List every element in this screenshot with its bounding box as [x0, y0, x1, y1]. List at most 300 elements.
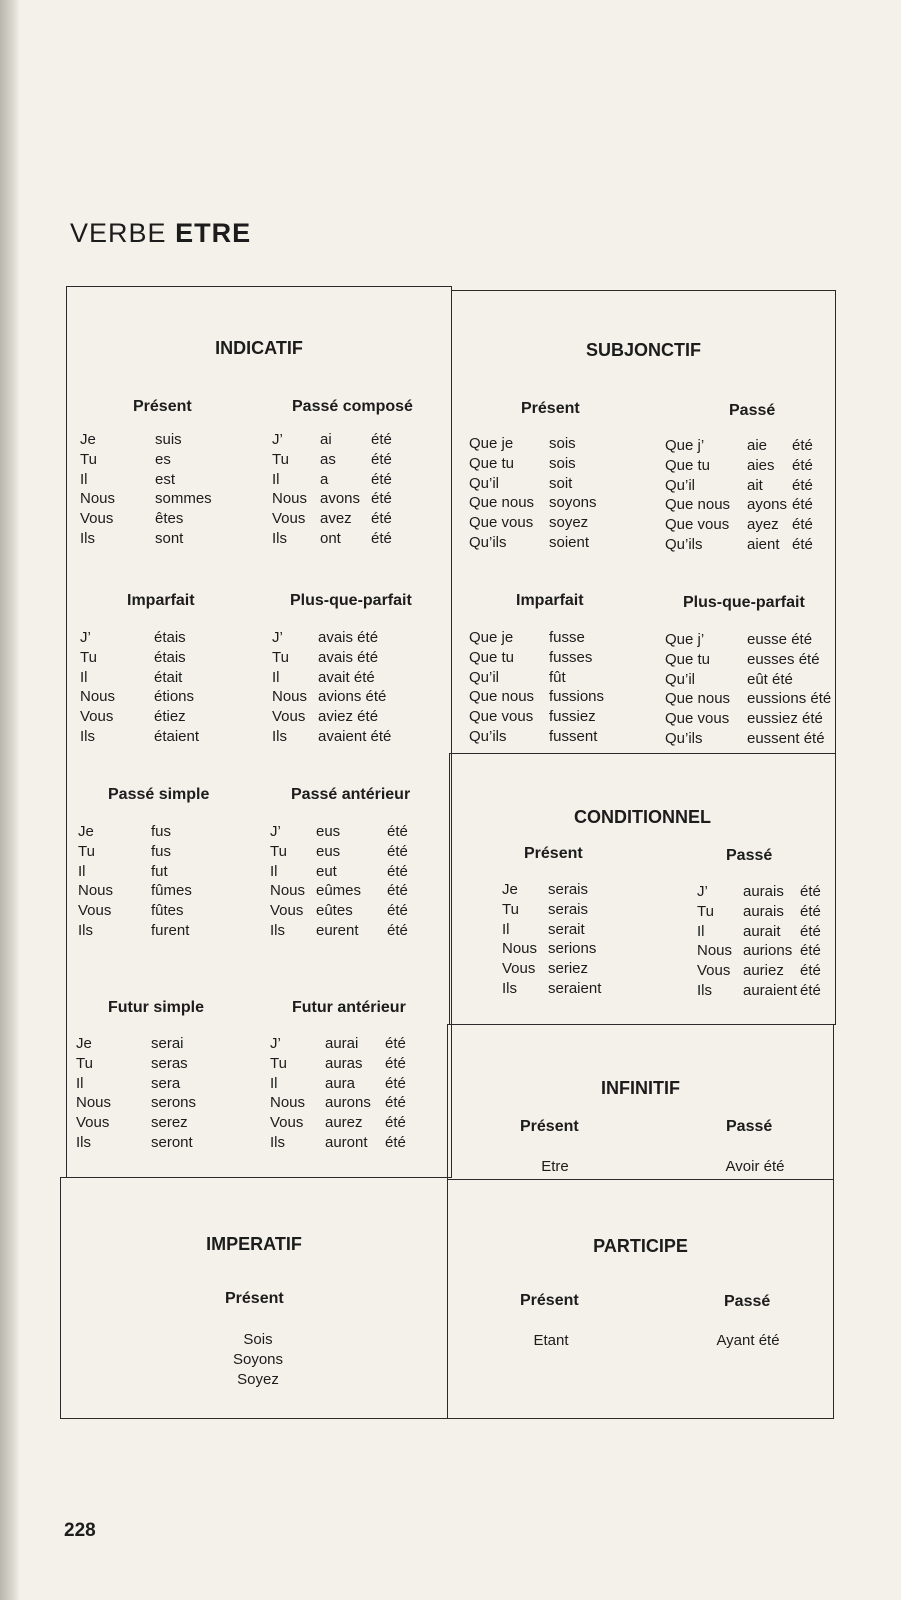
- verb-form: serai: [151, 1035, 184, 1052]
- verb-form: es: [155, 450, 171, 468]
- verb-form: fussions: [549, 688, 605, 706]
- pronoun: Ils: [270, 921, 285, 939]
- verb-form: été: [371, 510, 392, 528]
- conjugation-row: [502, 880, 601, 900]
- verb-form: aurais: [743, 902, 784, 920]
- pronoun: Je: [80, 431, 96, 448]
- conjugation-row: [270, 1054, 406, 1074]
- verb-form: été: [800, 883, 821, 900]
- pronoun: Nous: [502, 940, 538, 958]
- pronoun: Je: [502, 881, 518, 898]
- verb-form: eus: [316, 823, 341, 840]
- pronoun: Il: [270, 1074, 278, 1092]
- indicatif-passe-compose-title: Passé composé: [292, 398, 413, 415]
- indicatif-imparfait-rows: [80, 628, 199, 747]
- pronoun: Nous: [80, 688, 116, 706]
- pronoun: Nous: [76, 1094, 112, 1112]
- pronoun: Tu: [80, 648, 97, 666]
- pronoun: Que tu: [665, 456, 711, 474]
- indicatif-passe-compose-rows: [272, 430, 392, 549]
- verb-form: ayons: [747, 496, 788, 514]
- verb-form: été: [371, 431, 392, 448]
- verb-form: aurait: [743, 922, 781, 940]
- pronoun: Ils: [697, 981, 712, 999]
- verb-form: aurions: [743, 942, 793, 960]
- conjugation-row: [270, 1113, 406, 1133]
- verb-form: été: [792, 516, 813, 534]
- verb-form: fûmes: [151, 882, 192, 900]
- verb-form: fût: [549, 668, 566, 686]
- conjugation-row: [502, 900, 601, 920]
- conjugation-row: [272, 529, 392, 549]
- pronoun: Vous: [78, 902, 112, 920]
- infinitif-heading: INFINITIF: [601, 1078, 680, 1098]
- indicatif-futur-simple-title: Futur simple: [108, 999, 205, 1016]
- conjugation-row: [80, 687, 199, 707]
- subjonctif-plus-que-parfait-rows: [665, 630, 831, 749]
- infinitif-passe-title: Passé: [726, 1118, 773, 1135]
- pronoun: Qu’ils: [665, 535, 703, 553]
- pronoun: Qu’il: [469, 668, 500, 686]
- infinitif-box: [447, 1024, 834, 1180]
- verb-form: serions: [548, 940, 597, 958]
- verb-form: été: [792, 535, 813, 553]
- conjugation-row: [502, 979, 601, 999]
- verb-form: avions été: [318, 688, 387, 706]
- pronoun: Il: [80, 668, 88, 686]
- verb-form: eussiez été: [747, 710, 823, 728]
- pronoun: J’: [272, 431, 283, 448]
- pronoun: Ils: [80, 727, 95, 745]
- subjonctif-passe-rows: [665, 436, 813, 555]
- pronoun: Que je: [469, 435, 514, 452]
- verb-form: eussent été: [747, 729, 825, 747]
- pronoun: Qu’ils: [665, 729, 703, 747]
- pronoun: Tu: [76, 1054, 93, 1072]
- conjugation-row: [697, 882, 821, 902]
- pronoun: Nous: [270, 1094, 306, 1112]
- imperatif-value: Soyons: [232, 1351, 284, 1368]
- participe-box: [447, 1179, 834, 1419]
- pronoun: Ils: [272, 529, 287, 547]
- verb-form: auriez: [743, 962, 784, 980]
- conjugation-row: [76, 1093, 196, 1113]
- imperatif-value: Soyez: [237, 1371, 279, 1388]
- verb-form: aurons: [325, 1094, 371, 1112]
- verb-form: été: [800, 902, 821, 920]
- pronoun: Tu: [270, 1054, 287, 1072]
- indicatif-passe-simple-title: Passé simple: [108, 786, 210, 803]
- indicatif-present-rows: [80, 430, 212, 549]
- verb-form: avez: [320, 510, 352, 528]
- verb-form: étiez: [154, 708, 186, 726]
- verb-form: soient: [549, 533, 590, 551]
- verb-form: soyez: [549, 514, 589, 532]
- conjugation-row: [697, 981, 821, 1001]
- verb-form: étais: [154, 629, 186, 646]
- conjugation-row: [697, 941, 821, 961]
- verb-form: avaient été: [318, 727, 392, 745]
- conditionnel-passe-title: Passé: [726, 847, 773, 864]
- verb-form: serez: [151, 1114, 188, 1132]
- pronoun: Qu’ils: [469, 533, 507, 551]
- page-title: [70, 218, 251, 249]
- pronoun: Que vous: [469, 514, 534, 532]
- pronoun: Ils: [80, 529, 95, 547]
- indicatif-futur-simple-rows: [76, 1034, 196, 1153]
- conjugation-row: [665, 630, 831, 650]
- verb-form: sois: [549, 454, 576, 472]
- verb-form: été: [387, 823, 408, 840]
- conjugation-row: [469, 707, 604, 727]
- verb-form: seraient: [548, 979, 602, 997]
- pronoun: Il: [78, 862, 86, 880]
- subjonctif-present-rows: [469, 434, 597, 553]
- imperatif-heading: IMPERATIF: [206, 1234, 302, 1254]
- participe-present-title: Présent: [520, 1292, 579, 1309]
- verb-form: été: [800, 922, 821, 940]
- verb-form: été: [387, 921, 408, 939]
- pronoun: Nous: [697, 942, 733, 960]
- conjugation-row: [469, 513, 597, 533]
- conjugation-row: [270, 862, 408, 882]
- pronoun: Vous: [76, 1114, 110, 1132]
- verb-form: aies: [747, 456, 775, 474]
- indicatif-present-title: Présent: [133, 398, 192, 415]
- verb-form: seront: [151, 1133, 193, 1151]
- verb-form: serons: [151, 1094, 197, 1112]
- pronoun: Que nous: [665, 690, 731, 708]
- pronoun: Que nous: [665, 496, 731, 514]
- conjugation-row: [272, 628, 391, 648]
- verb-form: été: [371, 529, 392, 547]
- conjugation-row: [80, 529, 212, 549]
- infinitif-present-title: Présent: [520, 1118, 579, 1135]
- conjugation-row: [502, 920, 601, 940]
- pronoun: Vous: [272, 510, 306, 528]
- verb-form: sont: [155, 529, 184, 547]
- verb-form: été: [387, 902, 408, 920]
- pronoun: Il: [697, 922, 705, 940]
- pronoun: Il: [80, 470, 88, 488]
- indicatif-plus-que-parfait-title: Plus-que-parfait: [290, 592, 412, 609]
- participe-passe-title: Passé: [724, 1293, 771, 1310]
- verb-form: eûmes: [316, 882, 362, 900]
- pronoun: Il: [272, 668, 280, 686]
- conjugation-row: [469, 668, 604, 688]
- conjugation-row: [697, 961, 821, 981]
- pronoun: Qu’il: [469, 474, 500, 492]
- pronoun: Que nous: [469, 688, 535, 706]
- pronoun: Tu: [80, 450, 97, 468]
- verb-form: auront: [325, 1133, 368, 1151]
- conjugation-row: [469, 434, 597, 454]
- verb-form: sois: [549, 435, 576, 452]
- conjugation-row: [272, 648, 391, 668]
- indicatif-passe-simple-rows: [78, 822, 192, 941]
- conjugation-row: [80, 628, 199, 648]
- verb-form: eûtes: [316, 902, 353, 920]
- verb-form: aviez été: [318, 708, 379, 726]
- conjugation-row: [80, 509, 212, 529]
- pronoun: Je: [78, 823, 94, 840]
- verb-form: eut: [316, 862, 337, 880]
- pronoun: Que j’: [665, 437, 705, 454]
- conjugation-row: [78, 881, 192, 901]
- verb-form: fut: [151, 862, 168, 880]
- book-spine-shadow: [0, 0, 20, 1600]
- verb-form: fusses: [549, 648, 593, 666]
- conjugation-row: [665, 670, 831, 690]
- conditionnel-present-rows: [502, 880, 601, 999]
- conjugation-row: [80, 450, 212, 470]
- pronoun: Qu’il: [665, 476, 696, 494]
- participe-passe-value: Ayant été: [716, 1332, 780, 1349]
- verb-form: étaient: [154, 727, 200, 745]
- verb-form: été: [385, 1094, 406, 1112]
- verb-form: a: [320, 470, 329, 488]
- conjugation-row: [272, 668, 391, 688]
- pronoun: Je: [76, 1035, 92, 1052]
- verb-form: été: [371, 470, 392, 488]
- verb-form: serais: [548, 900, 589, 918]
- pronoun: Que nous: [469, 494, 535, 512]
- conditionnel-passe-rows: [697, 882, 821, 1001]
- pronoun: J’: [270, 823, 281, 840]
- verb-form: avait été: [318, 668, 375, 686]
- conjugation-row: [270, 881, 408, 901]
- pronoun: Ils: [270, 1133, 285, 1151]
- conjugation-row: [78, 822, 192, 842]
- verb-form: ai: [320, 431, 332, 448]
- conjugation-row: [665, 476, 813, 496]
- conjugation-row: [80, 727, 199, 747]
- conjugation-row: [80, 707, 199, 727]
- conjugation-row: [665, 495, 813, 515]
- verb-form: eussions été: [747, 690, 832, 708]
- pronoun: Vous: [502, 960, 536, 978]
- verb-form: été: [387, 882, 408, 900]
- conjugation-row: [76, 1034, 196, 1054]
- verb-form: seras: [151, 1054, 188, 1072]
- conjugation-row: [469, 493, 597, 513]
- verb-form: suis: [155, 431, 182, 448]
- page-number: 228: [64, 1520, 96, 1541]
- pronoun: Il: [270, 862, 278, 880]
- conjugation-row: [80, 648, 199, 668]
- verb-form: auras: [325, 1054, 363, 1072]
- pronoun: Qu’il: [665, 670, 696, 688]
- conditionnel-present-title: Présent: [524, 845, 583, 862]
- pronoun: Nous: [80, 490, 116, 508]
- verb-form: fussent: [549, 727, 598, 745]
- imperatif-present-values: [198, 1330, 318, 1390]
- subjonctif-present-title: Présent: [521, 400, 580, 417]
- conjugation-row: [469, 687, 604, 707]
- pronoun: Tu: [78, 842, 95, 860]
- conjugation-row: [272, 687, 391, 707]
- conjugation-row: [270, 1093, 406, 1113]
- pronoun: Vous: [272, 708, 306, 726]
- verb-form: eus: [316, 842, 341, 860]
- pronoun: Vous: [80, 708, 114, 726]
- conjugation-row: [469, 454, 597, 474]
- pronoun: Que vous: [665, 516, 730, 534]
- verb-form: été: [792, 476, 813, 494]
- pronoun: Tu: [270, 842, 287, 860]
- verb-form: était: [154, 668, 183, 686]
- conjugation-row: [270, 822, 408, 842]
- conjugation-row: [502, 959, 601, 979]
- participe-present-value: Etant: [533, 1332, 569, 1349]
- verb-form: soit: [549, 474, 573, 492]
- indicatif-plus-que-parfait-rows: [272, 628, 391, 747]
- conjugation-row: [272, 509, 392, 529]
- verb-form: ont: [320, 529, 341, 547]
- conjugation-row: [78, 921, 192, 941]
- pronoun: Vous: [270, 902, 304, 920]
- verb-form: fusse: [549, 629, 585, 646]
- infinitif-present-value: Etre: [541, 1158, 569, 1175]
- conjugation-row: [469, 533, 597, 553]
- pronoun: Ils: [502, 979, 517, 997]
- verb-form: été: [800, 962, 821, 980]
- pronoun: Que je: [469, 629, 514, 646]
- conjugation-row: [270, 1133, 406, 1153]
- pronoun: Que j’: [665, 631, 705, 648]
- subjonctif-imparfait-title: Imparfait: [516, 592, 584, 609]
- pronoun: Que vous: [469, 708, 534, 726]
- conjugation-row: [76, 1133, 196, 1153]
- pronoun: Nous: [272, 688, 308, 706]
- conjugation-row: [469, 474, 597, 494]
- verb-form: avais été: [318, 629, 379, 646]
- verb-form: étais: [154, 648, 186, 666]
- conjugation-row: [270, 1034, 406, 1054]
- verb-form: as: [320, 450, 336, 468]
- verb-form: été: [792, 437, 813, 454]
- pronoun: Il: [76, 1074, 84, 1092]
- title-prefix: VERBE: [70, 218, 167, 248]
- verb-form: avons: [320, 490, 361, 508]
- pronoun: Tu: [272, 648, 289, 666]
- pronoun: Que vous: [665, 710, 730, 728]
- conjugation-row: [272, 430, 392, 450]
- conjugation-row: [272, 707, 391, 727]
- pronoun: Il: [502, 920, 510, 938]
- pronoun: J’: [272, 629, 283, 646]
- subjonctif-imparfait-rows: [469, 628, 604, 747]
- conjugation-row: [272, 470, 392, 490]
- verb-form: furent: [151, 921, 190, 939]
- verb-form: été: [800, 981, 821, 999]
- verb-form: ait: [747, 476, 763, 494]
- pronoun: Vous: [697, 962, 731, 980]
- indicatif-passe-anterieur-title: Passé antérieur: [291, 786, 411, 803]
- verb-form: aurais: [743, 883, 784, 900]
- verb-form: été: [385, 1035, 406, 1052]
- subjonctif-heading: SUBJONCTIF: [585, 340, 701, 360]
- verb-form: aient: [747, 535, 780, 553]
- verb-form: été: [385, 1133, 406, 1151]
- conjugation-row: [665, 729, 831, 749]
- verb-form: ayez: [747, 516, 779, 534]
- conditionnel-heading: CONDITIONNEL: [574, 807, 711, 827]
- pronoun: Nous: [272, 490, 308, 508]
- verb-form: eût été: [747, 670, 793, 688]
- conjugation-row: [270, 921, 408, 941]
- indicatif-heading: INDICATIF: [215, 338, 303, 358]
- verb-form: été: [800, 942, 821, 960]
- pronoun: Que tu: [469, 454, 515, 472]
- verb-form: auraient: [743, 981, 798, 999]
- verb-form: fus: [151, 823, 172, 840]
- conjugation-row: [76, 1054, 196, 1074]
- verb-form: est: [155, 470, 176, 488]
- pronoun: Tu: [697, 902, 714, 920]
- verb-form: eusse été: [747, 631, 813, 648]
- conjugation-row: [78, 862, 192, 882]
- indicatif-futur-anterieur-title: Futur antérieur: [292, 999, 406, 1016]
- conjugation-row: [697, 902, 821, 922]
- pronoun: Que tu: [469, 648, 515, 666]
- conjugation-row: [270, 1074, 406, 1094]
- verb-form: fus: [151, 842, 172, 860]
- verb-form: été: [387, 842, 408, 860]
- conjugation-row: [76, 1113, 196, 1133]
- conjugation-row: [80, 668, 199, 688]
- verb-form: aurai: [325, 1035, 359, 1052]
- conjugation-row: [469, 727, 604, 747]
- conjugation-row: [469, 648, 604, 668]
- verb-form: êtes: [155, 510, 184, 528]
- imperatif-value: Sois: [243, 1331, 273, 1348]
- pronoun: J’: [697, 883, 708, 900]
- verb-form: été: [385, 1114, 406, 1132]
- verb-form: sommes: [155, 490, 212, 508]
- pronoun: J’: [80, 629, 91, 646]
- verb-form: serais: [548, 881, 589, 898]
- verb-form: été: [371, 450, 392, 468]
- verb-form: serait: [548, 920, 585, 938]
- pronoun: Que tu: [665, 650, 711, 668]
- conjugation-row: [80, 470, 212, 490]
- verb-form: sera: [151, 1074, 181, 1092]
- verb-form: eusses été: [747, 650, 820, 668]
- indicatif-futur-anterieur-rows: [270, 1034, 406, 1153]
- conjugation-row: [76, 1074, 196, 1094]
- infinitif-passe-value: Avoir été: [725, 1158, 785, 1175]
- title-verb: ETRE: [175, 218, 252, 248]
- verb-form: aurez: [325, 1114, 363, 1132]
- verb-form: eurent: [316, 921, 359, 939]
- verb-form: seriez: [548, 960, 589, 978]
- imperatif-present-title: Présent: [225, 1290, 284, 1307]
- conjugation-row: [697, 922, 821, 942]
- conjugation-row: [272, 489, 392, 509]
- conjugation-row: [78, 901, 192, 921]
- indicatif-passe-anterieur-rows: [270, 822, 408, 941]
- pronoun: Nous: [78, 882, 114, 900]
- pronoun: Nous: [270, 882, 306, 900]
- conjugation-row: [502, 939, 601, 959]
- verb-form: soyons: [549, 494, 597, 512]
- conjugation-row: [665, 689, 831, 709]
- verb-form: étions: [154, 688, 195, 706]
- subjonctif-plus-que-parfait-title: Plus-que-parfait: [683, 594, 805, 611]
- verb-form: avais été: [318, 648, 379, 666]
- verb-form: été: [792, 456, 813, 474]
